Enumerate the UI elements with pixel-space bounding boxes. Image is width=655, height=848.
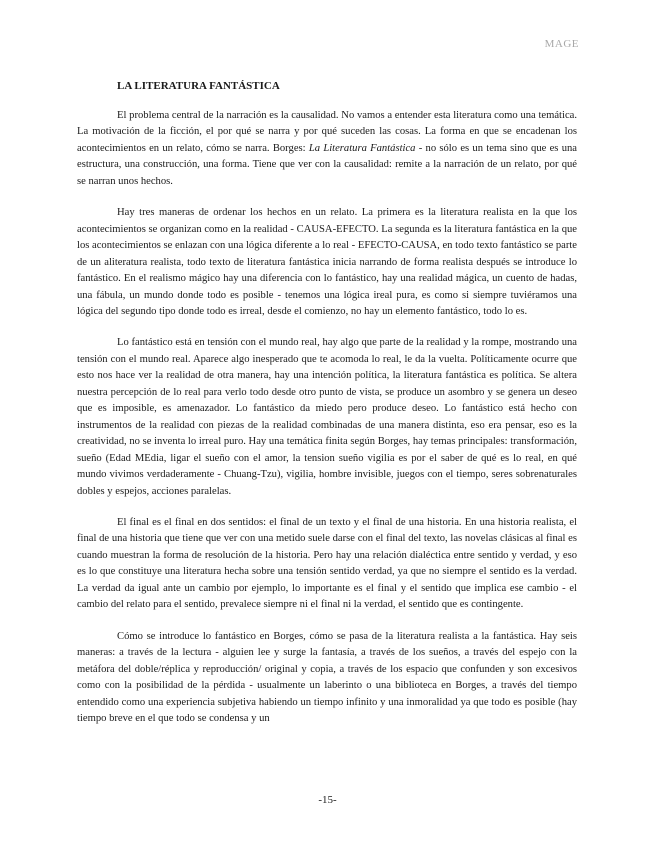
section-title: LA LITERATURA FANTÁSTICA (117, 80, 280, 92)
paragraph-1-text-start: El problema central de la narración es la causalidad. No vamos a entender esta literatura como una temática. La motivación de la ficción, el por qué se narra y por qué suceden las cosas. La forma en que se encadenan los acontecimientos en un relato, cómo se narra. Borges: (77, 110, 577, 154)
page-body (77, 79, 577, 727)
paragraph-1 (77, 108, 577, 190)
paragraph-2: Hay tres maneras de ordenar los hechos en un relato. La primera es la literatura realista en la que los acontecimientos se organizan como en la realidad - CAUSA-EFECTO. La segunda es la literatura fantástica en la que los acontecimientos se enlazan con una lógica diferente a lo real - EFECTO-CAUSA, en todo texto fantástico se parte de un aliteratura realista, todo texto de literatura fantástica inicia narrando de forma realista después se introduce lo fantástico. En el realismo mágico hay una diferencia con lo fantástico, hay una realidad mágica, un cuento de hadas, una fábula, un mundo donde todo es posible - tenemos una lógica ireal pura, es como si siempre tuviéramos una lógica del segundo tipo donde todo es irreal, desde el comienzo, no hay un elemento fantástico, todo lo es. (77, 207, 577, 317)
page-number: -15- (318, 794, 337, 806)
running-header: MAGE (544, 38, 579, 50)
paragraph-4: El final es el final en dos sentidos: el final de un texto y el final de una historia. En una historia realista, el final de una historia que tiene que ver con una metido suele darse con el final del texto, las novelas clásicas al final es cuando muestran la forma de resolución de la historia. Pero hay una relación dialéctica entre sentido y verdad, y eso es lo que constituye una literatura hecha sobre una tensión sentido verdad, ya que no siempre el sentido es la verdad. La verdad da igual ante un cambio por ejemplo, lo importante es el final y el sentido que implica ese cambio - el cambio del relato para el sentido, prevalece siempre ni el final ni la verdad, el sentido que es contingente. (77, 516, 577, 611)
paragraph-3: Lo fantástico está en tensión con el mundo real, hay algo que parte de la realidad y la rompe, mostrando una tensión con el mundo real. Aparece algo inesperado que te acomoda lo real, le da la vuelta. Políticamente ocurre que esto nos hace ver la realidad de otra manera, hay una intención política, la literatura fantástica es política. Se altera nuestra percepción de lo real para verlo todo desde otro punto de vista, se produce un asombro y se genera un deseo que es imposible, es amenazador. Lo fantástico da miedo pero produce deseo. Lo fantástico está hecho con instrumentos de la realidad con piezas de la realidad combinadas de una manera distinta, eso era pensar, eso es la creatividad, no se inventa lo irreal puro. Hay una temática finita según Borges, hay temas principales: transformación, sueño (Edad MEdia, ligar el sueño con el amor, la tension sueño vigilia es por el saber de qué es lo real, en qué mundo vivimos verdaderamente - Chuang-Tzu), vigilia, hombre invisible, juegos con el tiempo, seres sobrenaturales dobles y espejos, acciones paralelas. (77, 337, 577, 497)
paragraph-1-text-end: - no sólo es un tema sino que es una estructura, una construcción, una forma. Tiene que ver con la causalidad: remite a la narración de un relato, por qué se narran unos hechos. (77, 142, 577, 187)
book-title-emphasis: La Literatura Fantástica (308, 142, 416, 154)
paragraph-5: Cómo se introduce lo fantástico en Borges, cómo se pasa de la literatura realista a la fantástica. Hay seis maneras: a través de la lectura - alguien lee y surge la fantasía, a través de los sueños, a través del espejo con la metáfora del doble/réplica y reproducción/ original y copia, a través de los espacio que confunden y son excesivos como con la posibilidad de la pérdida - usualmente un laberinto o una biblioteca en Borges, a través del tiempo entendido como una experiencia subjetiva habiendo un tiempo infinito y una inmoralidad ya que todo es posible (hay tiempo breve en el que todo se condensa y un (77, 630, 577, 724)
